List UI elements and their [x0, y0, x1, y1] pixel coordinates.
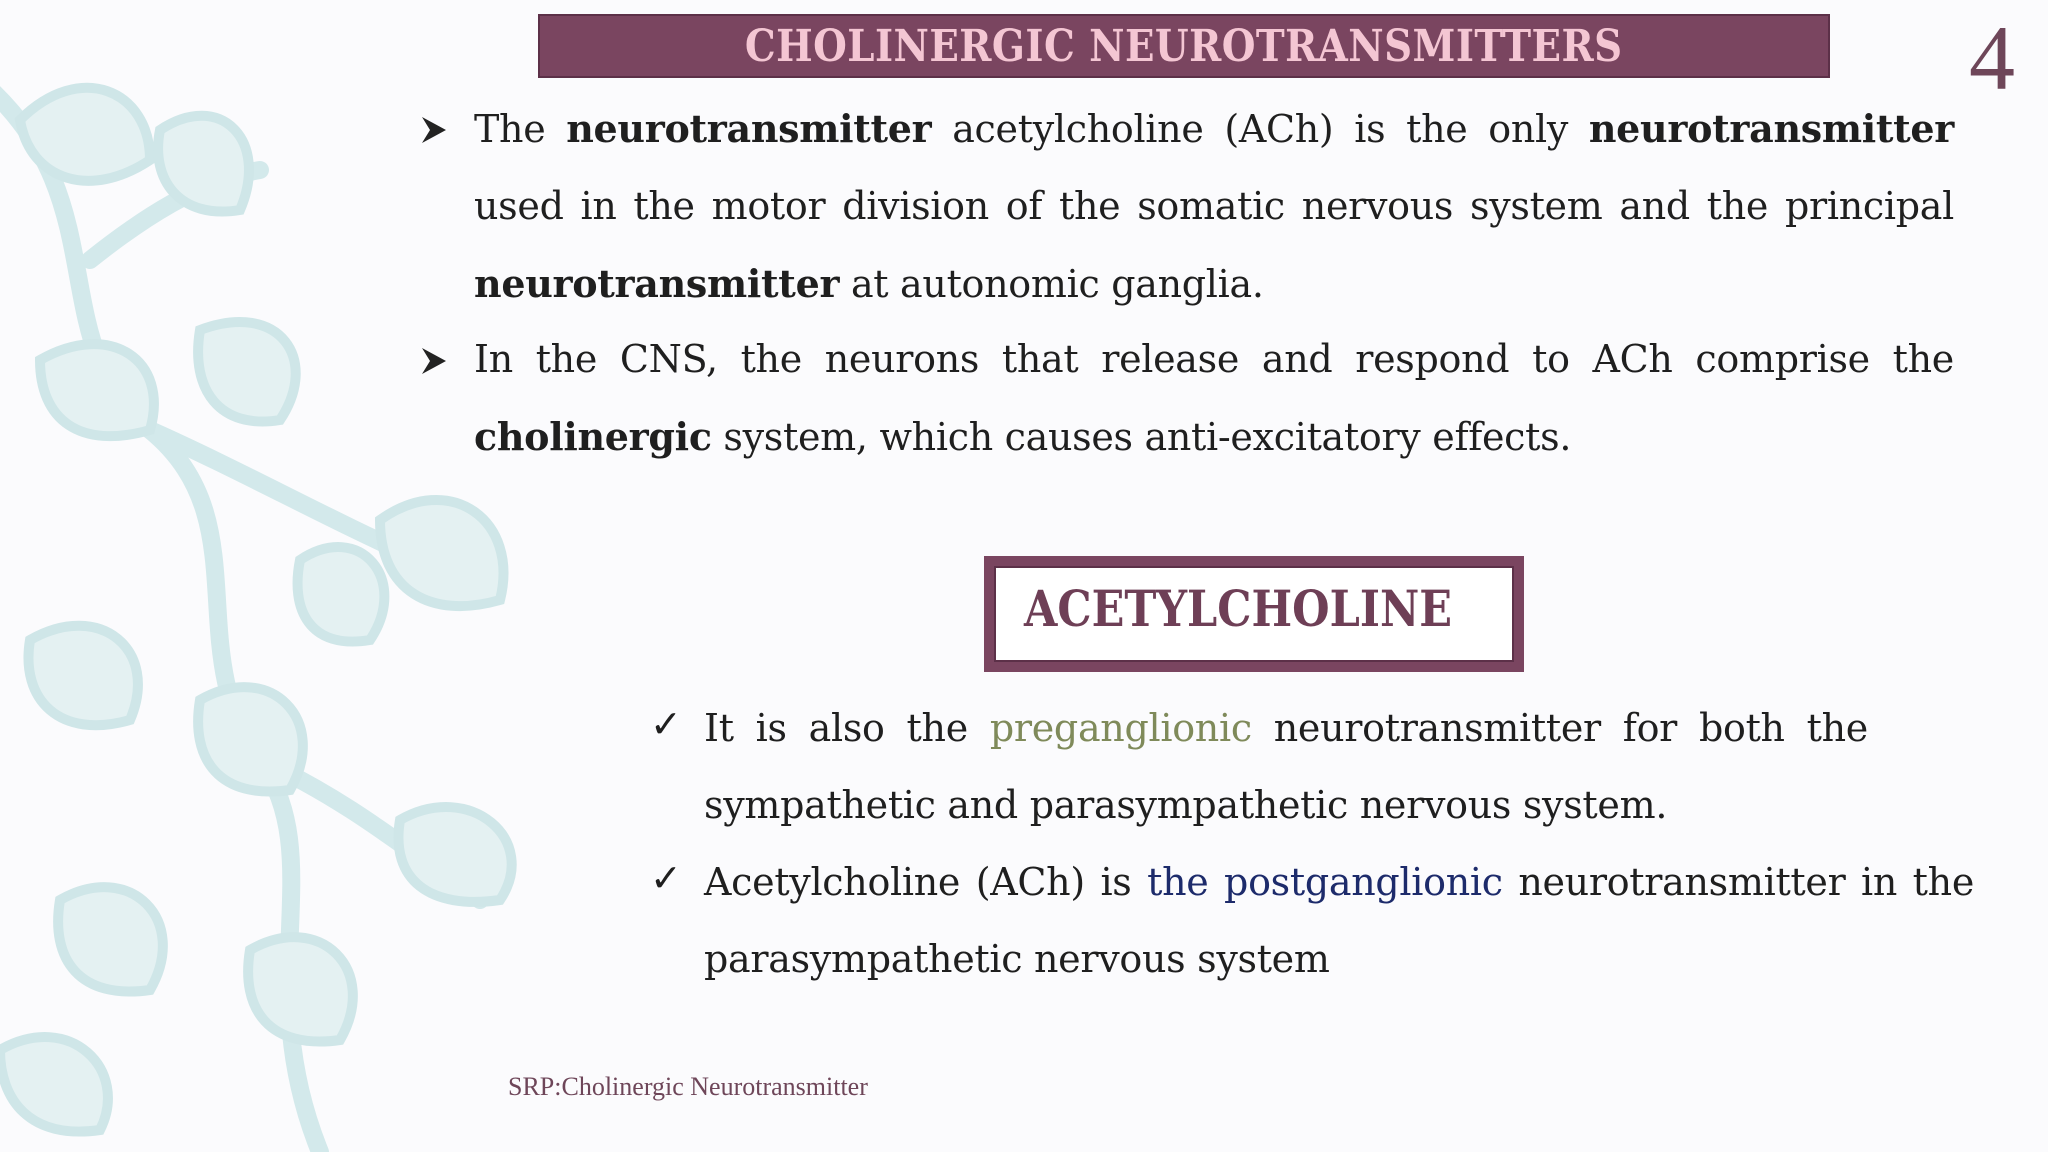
checkmark-icon: ✓	[650, 856, 682, 900]
slide-title: CHOLINERGIC NEUROTRANSMITTERS	[745, 20, 1623, 72]
highlight-segment: the postganglionic	[1147, 860, 1503, 904]
highlight-segment: preganglionic	[989, 706, 1252, 750]
text-segment: system, which causes anti-excitatory effects.	[711, 415, 1572, 459]
arrow-bullet-icon	[418, 345, 450, 377]
section-box-inner	[994, 566, 1514, 662]
text-segment: neurotransmitter for both the sympathetic and parasympathetic nervous system.	[704, 706, 1868, 827]
text-segment: Acetylcholine (ACh) is	[704, 860, 1148, 904]
section-heading: ACETYLCHOLINE	[1024, 578, 1453, 638]
check-paragraph-1	[704, 690, 1868, 844]
bullet-paragraph-1	[474, 90, 1954, 323]
bold-segment: cholinergic	[474, 414, 712, 459]
check-paragraph-2	[704, 844, 1974, 998]
text-segment: at autonomic ganglia.	[839, 262, 1264, 306]
text-segment: used in the motor division of the somatic nervous system and the principal	[474, 184, 1954, 228]
section-box	[984, 556, 1524, 672]
page-number: 4	[1969, 7, 2015, 109]
bullet-paragraph-2	[474, 321, 1954, 476]
arrow-bullet-icon	[418, 114, 450, 146]
bold-segment: neurotransmitter	[474, 261, 840, 306]
title-bar	[538, 14, 1830, 78]
text-segment: neurotransmitter in the parasympathetic nervous system	[704, 860, 1975, 981]
bold-segment: neurotransmitter	[566, 106, 932, 151]
footer-text: SRP:Cholinergic Neurotransmitter	[508, 1072, 868, 1101]
text-segment: acetylcholine (ACh) is the only	[931, 107, 1589, 151]
checkmark-icon: ✓	[650, 702, 682, 746]
text-segment: The	[474, 107, 567, 151]
text-segment: In the CNS, the neurons that release and respond to ACh comprise the	[474, 337, 1954, 381]
text-segment: It is also the	[704, 706, 990, 750]
bold-segment: neurotransmitter	[1588, 106, 1955, 151]
